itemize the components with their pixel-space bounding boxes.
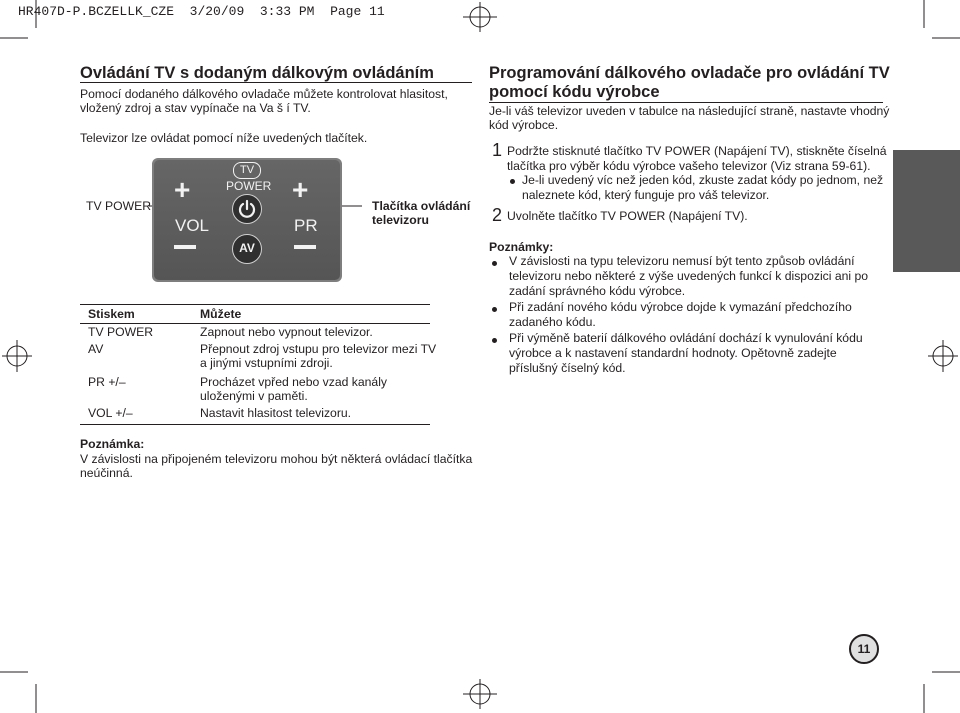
- right-notes-title: Poznámky:: [489, 240, 554, 254]
- table-top-rule: [80, 304, 430, 305]
- note-1-line-2: televizoru nebo některé z výše uvedených funkcí k dispozici ani po: [509, 269, 869, 283]
- table-row-3-desc-2: uloženými v paměti.: [200, 389, 308, 403]
- left-title: Ovládání TV s dodaným dálkovým ovládáním: [80, 64, 434, 82]
- table-row-4-key: VOL +/–: [88, 406, 133, 420]
- vol-minus-icon[interactable]: [174, 245, 196, 249]
- table-header-press: Stiskem: [88, 307, 135, 321]
- note-2-bullet-icon: [492, 307, 497, 312]
- table-row-2-desc-1: Přepnout zdroj vstupu pro televizor mezi TV: [200, 342, 437, 356]
- table-row-4-desc: Nastavit hlasitost televizoru.: [200, 406, 352, 420]
- left-subline: Televizor lze ovládat pomocí níže uvedených tlačítek.: [80, 131, 368, 145]
- table-row-1-desc: Zapnout nebo vypnout televizor.: [200, 325, 373, 339]
- section-side-tab: [893, 150, 960, 272]
- av-button[interactable]: [232, 234, 262, 264]
- step-2-number: 2: [492, 205, 503, 225]
- left-intro-line-1: Pomocí dodaného dálkového ovladače můžete kontrolovat hlasitost,: [80, 87, 448, 101]
- right-intro-line-2: kód výrobce.: [489, 118, 559, 132]
- table-row-3-key: PR +/–: [88, 375, 126, 389]
- table-row-2-key: AV: [88, 342, 104, 356]
- note-2-line-1: Při zadání nového kódu výrobce dojde k vymazání předchozího: [509, 300, 852, 314]
- note-3-line-3: příslušný číselný kód.: [509, 361, 626, 375]
- left-intro-line-2: vložený zdroj a stav vypínače na Va š í TV.: [80, 101, 311, 115]
- note-3-line-2: výrobce a k nastavení standardní hodnoty. Opětovně zadejte: [509, 346, 837, 360]
- step-1-bullet-icon: [510, 179, 515, 184]
- right-title-rule: [489, 102, 883, 103]
- note-2-line-2: zadaného kódu.: [509, 315, 596, 329]
- print-header-file: HR407D-P.BCZELLK_CZE: [18, 4, 175, 19]
- print-header-date: 3/20/09: [189, 4, 245, 19]
- note-3-bullet-icon: [492, 338, 497, 343]
- note-3-line-1: Při výměně baterií dálkového ovládání dochází k vynulování kódu: [509, 331, 863, 345]
- vol-plus-icon[interactable]: +: [174, 174, 191, 205]
- left-note-line-1: V závislosti na připojeném televizoru mohou být některá ovládací tlačítka: [80, 452, 473, 466]
- right-intro-line-1: Je-li váš televizor uveden v tabulce na následující straně, nastavte vhodný: [489, 104, 890, 118]
- callout-tv-buttons-1: Tlačítka ovládání: [372, 199, 471, 213]
- step-1-bullet-line-2: naleznete kód, který funguje pro váš televizor.: [522, 188, 770, 202]
- remote-control-illustration: [152, 158, 342, 282]
- pr-plus-icon[interactable]: +: [292, 174, 309, 205]
- right-title-line-2: pomocí kódu výrobce: [489, 83, 660, 101]
- remote-pr-label: PR: [294, 216, 318, 235]
- step-1-bullet-line-1: Je-li uvedený víc než jeden kód, zkuste zadat kódy po jednom, než: [522, 173, 884, 187]
- table-header-can: Můžete: [200, 307, 242, 321]
- pr-minus-icon[interactable]: [294, 245, 316, 249]
- remote-tv-label: TV: [233, 162, 261, 179]
- note-1-bullet-icon: [492, 261, 497, 266]
- left-note-title: Poznámka:: [80, 437, 145, 451]
- left-note-line-2: neúčinná.: [80, 466, 133, 480]
- table-row-3-desc-1: Procházet vpřed nebo vzad kanály: [200, 375, 387, 389]
- callout-tv-buttons-2: televizoru: [372, 213, 429, 227]
- table-row-2-desc-2: a jinými vstupními zdroji.: [200, 356, 333, 370]
- note-1-line-3: zadání správného kódu výrobce.: [509, 284, 686, 298]
- remote-av-label: AV: [239, 241, 255, 255]
- table-header-rule: [80, 323, 430, 324]
- step-1-number: 1: [492, 140, 503, 160]
- right-title-line-1: Programování dálkového ovladače pro ovládání TV: [489, 64, 890, 82]
- remote-vol-label: VOL: [175, 216, 210, 235]
- note-1-line-1: V závislosti na typu televizoru nemusí být tento způsob ovládání: [509, 254, 855, 268]
- callout-tv-power: TV POWER: [86, 199, 152, 213]
- remote-power-label: POWER: [226, 179, 272, 193]
- power-icon: [233, 195, 261, 223]
- table-row-1-key: TV POWER: [88, 325, 154, 339]
- power-button[interactable]: [232, 194, 262, 224]
- table-bottom-rule: [80, 424, 430, 425]
- page-number-badge: 11: [849, 634, 879, 664]
- print-header-page: Page 11: [330, 4, 385, 19]
- step-1-line-2: tlačítka pro výběr kódu výrobce vašeho televizor (Viz strana 59-61).: [507, 159, 871, 173]
- print-header-time: 3:33 PM: [259, 4, 315, 19]
- step-1-line-1: Podržte stisknuté tlačítko TV POWER (Napájení TV), stiskněte číselná: [507, 144, 887, 158]
- step-2-text: Uvolněte tlačítko TV POWER (Napájení TV).: [507, 209, 748, 223]
